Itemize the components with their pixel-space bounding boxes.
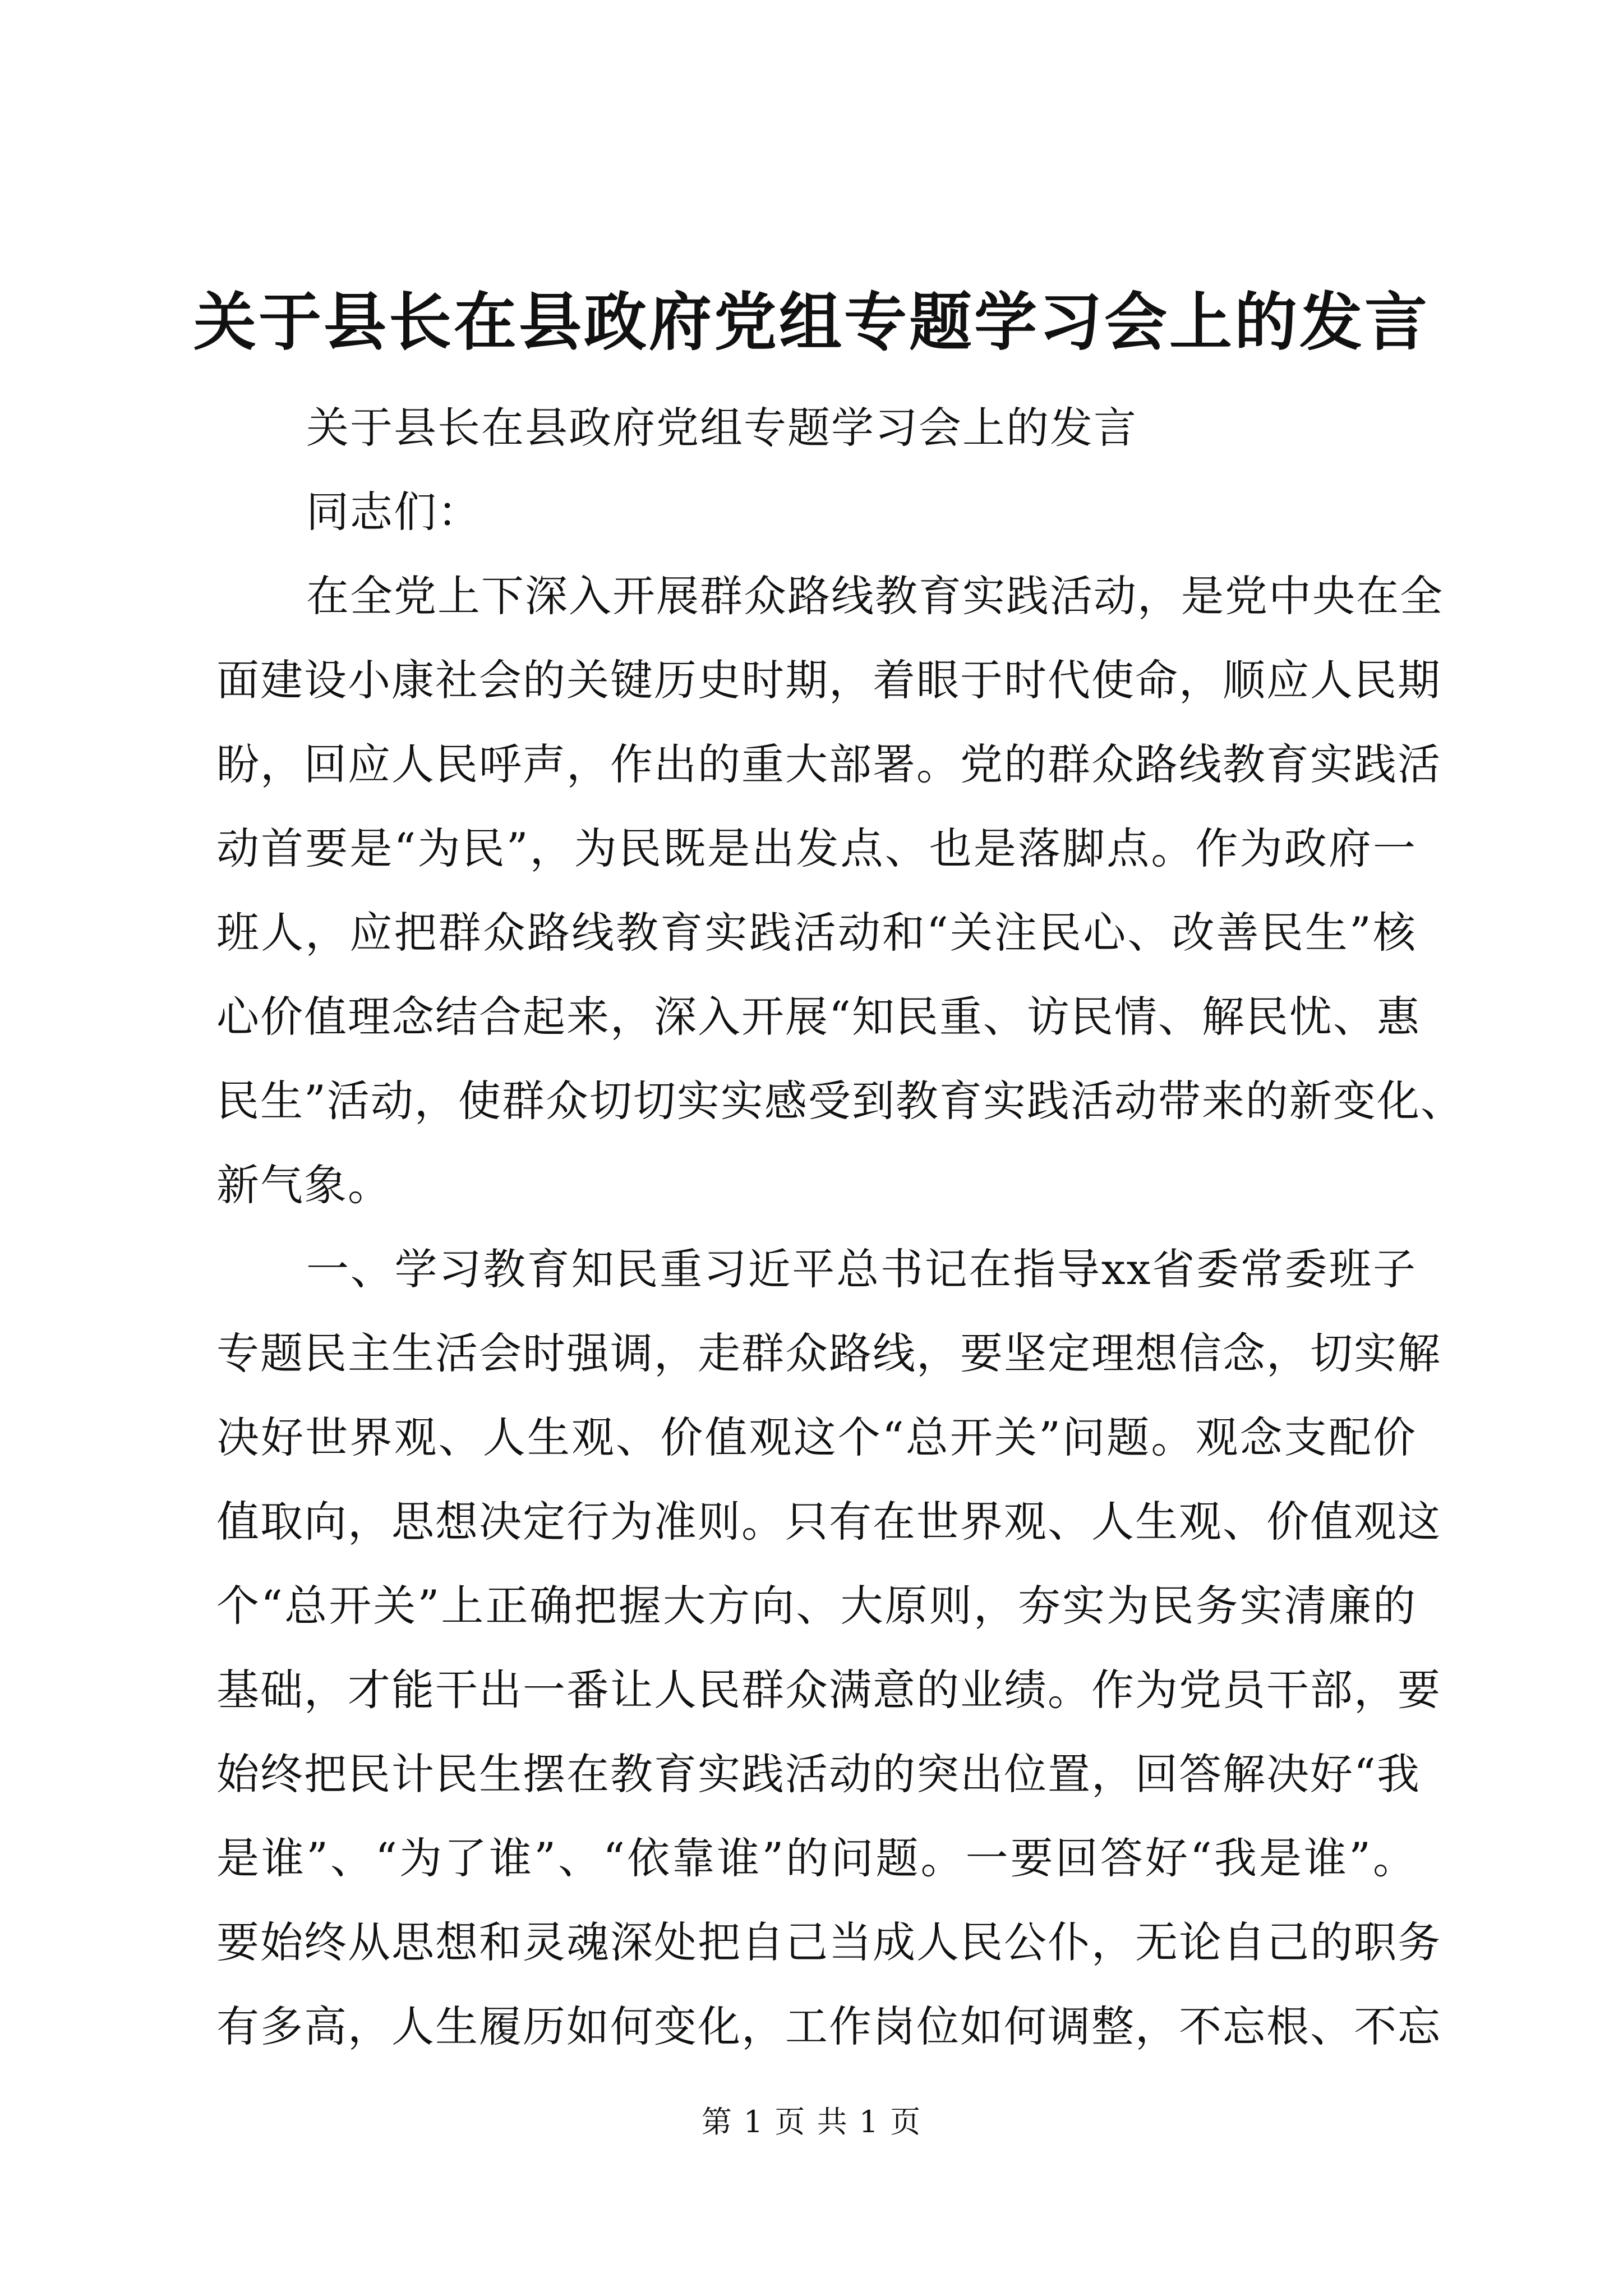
paragraph-line: 民生”活动，使群众切切实实感受到教育实践活动带来的新变化、 bbox=[216, 1076, 1464, 1126]
paragraph-line: 专题民主生活会时强调，走群众路线，要坚定理想信念，切实解 bbox=[216, 1328, 1441, 1378]
paragraph-line: 个“总开关”上正确把握大方向、大原则，夯实为民务实清廉的 bbox=[216, 1581, 1417, 1631]
paragraph-line: 要始终从思想和灵魂深处把自己当成人民公仆，无论自己的职务 bbox=[216, 1917, 1441, 1967]
paragraph-line: 在全党上下深入开展群众路线教育实践活动，是党中央在全 bbox=[306, 571, 1444, 621]
paragraph-line: 基础，才能干出一番让人民群众满意的业绩。作为党员干部，要 bbox=[216, 1665, 1441, 1715]
paragraph-line: 盼，回应人民呼声，作出的重大部署。党的群众路线教育实践活 bbox=[216, 739, 1441, 789]
paragraph-line: 面建设小康社会的关键历史时期，着眼于时代使命，顺应人民期 bbox=[216, 655, 1441, 705]
document-body bbox=[216, 386, 1464, 2069]
subtitle-line: 关于县长在县政府党组专题学习会上的发言 bbox=[306, 403, 1137, 453]
paragraph-line: 一、学习教育知民重习近平总书记在指导xx省委常委班子 bbox=[306, 1244, 1417, 1294]
paragraph-line: 动首要是“为民”，为民既是出发点、也是落脚点。作为政府一 bbox=[216, 823, 1417, 873]
paragraph-line: 新气象。 bbox=[216, 1160, 391, 1210]
document-title: 关于县长在县政府党组专题学习会上的发言 bbox=[193, 286, 1430, 359]
paragraph-line: 班人，应把群众路线教育实践活动和“关注民心、改善民生”核 bbox=[216, 908, 1417, 958]
paragraph-line: 始终把民计民生摆在教育实践活动的突出位置，回答解决好“我 bbox=[216, 1749, 1421, 1799]
paragraph-line: 值取向，思想决定行为准则。只有在世界观、人生观、价值观这 bbox=[216, 1497, 1441, 1547]
salutation-line: 同志们： bbox=[306, 487, 481, 537]
paragraph-line: 有多高，人生履历如何变化，工作岗位如何调整，不忘根、不忘 bbox=[216, 2001, 1441, 2051]
paragraph-line: 是谁”、“为了谁”、“依靠谁”的问题。一要回答好“我是谁”。 bbox=[216, 1833, 1417, 1883]
paragraph-line: 决好世界观、人生观、价值观这个“总开关”问题。观念支配价 bbox=[216, 1412, 1417, 1462]
page-footer: 第 1 页 共 1 页 bbox=[701, 2104, 922, 2139]
paragraph-line: 心价值理念结合起来，深入开展“知民重、访民情、解民忧、惠 bbox=[216, 992, 1421, 1042]
